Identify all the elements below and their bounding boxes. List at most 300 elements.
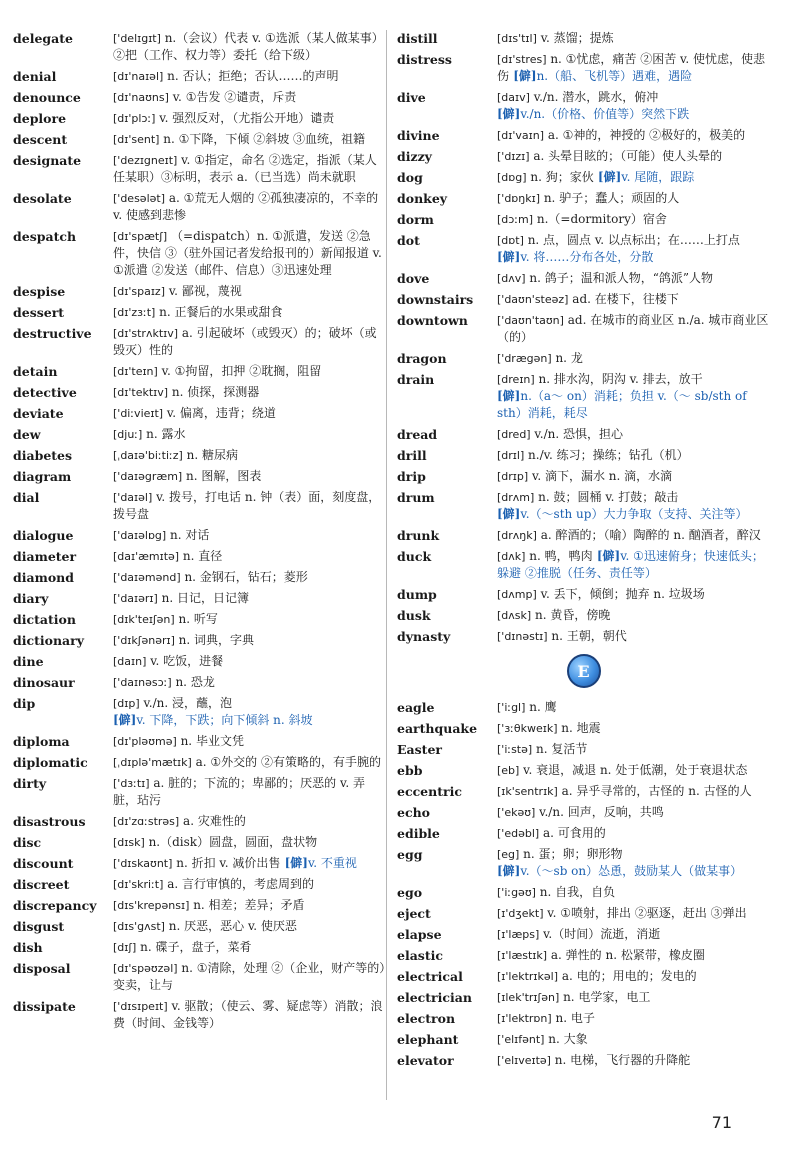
definition: n. 金钢石，钻石；菱形 — [180, 570, 308, 584]
entry-body — [113, 190, 386, 224]
dictionary-entry — [13, 405, 386, 422]
dictionary-entry — [397, 825, 770, 842]
dictionary-entry — [13, 489, 386, 523]
phonetic: [dɪʃ] — [113, 941, 137, 954]
definition: n. 否认；拒绝；否认……的声明 — [163, 69, 339, 83]
phonetic: [eb] — [497, 764, 520, 777]
dictionary-entry — [13, 110, 386, 127]
entry-body — [113, 489, 386, 523]
entry-body — [113, 228, 386, 279]
definition: v. 鄙视，蔑视 — [165, 284, 242, 298]
entry-body — [113, 384, 386, 401]
dictionary-entry — [13, 228, 386, 279]
phonetic: [ɪk'sentrɪk] — [497, 785, 558, 798]
headword: deviate — [13, 406, 64, 421]
definition: v. 强烈反对，（尤指公开地）谴责 — [155, 111, 335, 125]
dictionary-entry — [13, 918, 386, 935]
headword: diary — [13, 591, 49, 606]
extended-meaning — [594, 170, 695, 184]
definition: a. 电的；用电的；发电的 — [558, 969, 697, 983]
headword: Easter — [397, 742, 442, 757]
column-divider — [386, 30, 387, 1100]
entry-body — [497, 312, 770, 346]
phonetic: [dɪ'naʊns] — [113, 91, 169, 104]
definition: n. 日记，日记簿 — [157, 591, 249, 605]
phonetic: [dɪ'skriːt] — [113, 878, 164, 891]
phonetic: [ɪ'lektrɒn] — [497, 1012, 552, 1025]
section-letter-badge: E — [567, 654, 601, 688]
dictionary-entry — [397, 607, 770, 624]
entry-body — [497, 968, 770, 985]
dictionary-entry — [397, 548, 770, 582]
entry-body — [497, 468, 770, 485]
phonetic: ['iːgəʊ] — [497, 886, 536, 899]
phonetic: ['edəbl] — [497, 827, 540, 840]
dictionary-entry — [13, 876, 386, 893]
dictionary-entry — [397, 628, 770, 645]
headword: dial — [13, 490, 40, 505]
dictionary-entry — [397, 148, 770, 165]
definition: n. 鸽子；温和派人物，“鸽派”人物 — [525, 271, 714, 285]
headword: dog — [397, 170, 423, 185]
entry-body — [497, 148, 770, 165]
phonetic: [ɪ'dʒekt] — [497, 907, 544, 920]
dictionary-entry — [13, 89, 386, 106]
definition: v./n. 恐惧，担心 — [530, 427, 623, 441]
entry-body — [497, 989, 770, 1006]
dictionary-entry — [13, 447, 386, 464]
right-column — [397, 30, 770, 1073]
headword: downstairs — [397, 292, 474, 307]
hint-tag: [僻] — [509, 69, 537, 83]
phonetic: ['dɪkʃənərɪ] — [113, 634, 175, 647]
dictionary-entry — [397, 89, 770, 123]
definition: v. 丢下，倾倒；抛弃 n. 垃圾场 — [536, 587, 705, 601]
extended-meaning — [509, 69, 692, 83]
phonetic: [dɪ'pləʊmə] — [113, 735, 177, 748]
extended-meaning — [280, 856, 357, 870]
phonetic: ['delɪgɪt] — [113, 32, 161, 45]
headword: drip — [397, 469, 426, 484]
dictionary-entry — [397, 312, 770, 346]
phonetic: ['daɪərɪ] — [113, 592, 158, 605]
headword: dinosaur — [13, 675, 75, 690]
phonetic: [dɒt] — [497, 234, 524, 247]
entry-body — [497, 489, 770, 523]
entry-body — [113, 674, 386, 691]
dictionary-entry — [397, 1031, 770, 1048]
hint-text: v. 将……分布各处，分散 — [520, 250, 654, 264]
definition: n. 碟子，盘子，菜肴 — [136, 940, 252, 954]
phonetic: [dɪs'tɪl] — [497, 32, 537, 45]
entry-body — [113, 110, 386, 127]
dictionary-entry — [397, 1010, 770, 1027]
entry-body — [497, 127, 770, 144]
phonetic: ['diːvieɪt] — [113, 407, 164, 420]
definition: a. 异乎寻常的，古怪的 n. 古怪的人 — [557, 784, 752, 798]
phonetic: [dʌv] — [497, 272, 526, 285]
entry-body — [497, 527, 770, 544]
headword: elevator — [397, 1053, 454, 1068]
dictionary-entry — [397, 905, 770, 922]
headword: diamond — [13, 570, 74, 585]
definition: n. 电梯，飞行器的升降舵 — [550, 1053, 691, 1067]
entry-body — [497, 699, 770, 716]
dictionary-entry — [13, 569, 386, 586]
entry-body — [113, 653, 386, 670]
phonetic: [dɪ'vaɪn] — [497, 129, 544, 142]
entry-body — [113, 813, 386, 830]
dictionary-entry — [13, 960, 386, 994]
entry-body — [113, 876, 386, 893]
entry-body — [497, 607, 770, 624]
definition: n. 蛋；卵；卵形物 — [519, 847, 623, 861]
section-e-header — [397, 649, 770, 693]
hint-tag: [僻] — [593, 170, 622, 184]
definition: n. ①下降，下倾 ②斜坡 ③血统，祖籍 — [159, 132, 366, 146]
dictionary-entry — [397, 291, 770, 308]
phonetic: [dɪ'stres] — [497, 53, 547, 66]
definition: n. 点，圆点 v. 以点标出；在……上打点 — [523, 233, 740, 247]
phonetic: [dɪp] — [113, 697, 140, 710]
entry-body — [497, 371, 770, 422]
dictionary-entry — [397, 426, 770, 443]
entry-body — [497, 720, 770, 737]
headword: disc — [13, 835, 42, 850]
headword: ego — [397, 885, 423, 900]
phonetic: [dɪ'teɪn] — [113, 365, 158, 378]
headword: earthquake — [397, 721, 478, 736]
entry-body — [113, 918, 386, 935]
headword: dusk — [397, 608, 431, 623]
hint-tag: [僻] — [497, 107, 521, 121]
dictionary-entry — [13, 68, 386, 85]
phonetic: [dɪ'strʌktɪv] — [113, 327, 179, 340]
dictionary-entry — [397, 211, 770, 228]
entry-body — [497, 947, 770, 964]
dictionary-entry — [13, 653, 386, 670]
extended-meaning — [497, 106, 770, 123]
dictionary-entry — [13, 834, 386, 851]
entry-body — [497, 30, 770, 47]
dictionary-entry — [13, 131, 386, 148]
headword: dew — [13, 427, 41, 442]
headword: echo — [397, 805, 430, 820]
dictionary-entry — [13, 998, 386, 1032]
hint-tag: [僻] — [497, 507, 521, 521]
definition: n.（会议）代表 v. ①选派（某人做某事）②把（工作、权力等）委托（给下级） — [113, 31, 384, 62]
dictionary-entry — [397, 699, 770, 716]
phonetic: [drʌm] — [497, 491, 535, 504]
definition: v. ①拘留，扣押 ②耽搁，阻留 — [157, 364, 322, 378]
headword: dread — [397, 427, 438, 442]
entry-body — [497, 548, 770, 582]
headword: eccentric — [397, 784, 462, 799]
phonetic: [dreɪn] — [497, 373, 535, 386]
headword: destructive — [13, 326, 92, 341]
definition: n. 毕业文凭 — [176, 734, 244, 748]
definition: v. 衰退，减退 n. 处于低潮，处于衰退状态 — [519, 763, 748, 777]
headword: edible — [397, 826, 440, 841]
headword: dessert — [13, 305, 65, 320]
entry-body — [113, 468, 386, 485]
entry-body — [497, 905, 770, 922]
phonetic: ['ekəʊ] — [497, 806, 536, 819]
phonetic: ['iːgl] — [497, 701, 526, 714]
headword: elapse — [397, 927, 442, 942]
definition: v. 拨号，打电话 n. 钟（表）面，刻度盘，拨号盘 — [113, 490, 381, 521]
entry-body — [497, 232, 770, 266]
headword: downtown — [397, 313, 468, 328]
definition: v. 吃饭，进餐 — [146, 654, 224, 668]
phonetic: ['elɪfənt] — [497, 1033, 545, 1046]
phonetic: [daɪn] — [113, 655, 147, 668]
dictionary-entry — [13, 590, 386, 607]
entry-body — [497, 447, 770, 464]
dictionary-entry — [397, 447, 770, 464]
dictionary-entry — [13, 325, 386, 359]
left-column — [13, 30, 386, 1036]
definition: a. ①外交的 ②有策略的，有手腕的 — [191, 755, 381, 769]
definition: n. ①忧虑，痛苦 ②困苦 v. 使忧虑，使悲伤 — [497, 52, 766, 83]
dictionary-entry — [397, 190, 770, 207]
phonetic: [daɪv] — [497, 91, 530, 104]
entry-body — [497, 190, 770, 207]
hint-text: n.（船、飞机等）遇难，遇险 — [536, 69, 693, 83]
hint-text: v. 尾随，跟踪 — [621, 170, 695, 184]
entry-body — [113, 939, 386, 956]
headword: designate — [13, 153, 82, 168]
phonetic: [ˌdaɪə'biːtiːz] — [113, 449, 183, 462]
entry-body — [497, 926, 770, 943]
hint-tag: [僻] — [113, 713, 137, 727]
headword: despise — [13, 284, 66, 299]
headword: discount — [13, 856, 74, 871]
phonetic: [dɪ'tektɪv] — [113, 386, 169, 399]
entry-body — [113, 897, 386, 914]
phonetic: [dɪk'teɪʃən] — [113, 613, 175, 626]
definition: n. 黄昏，傍晚 — [531, 608, 611, 622]
entry-body — [113, 405, 386, 422]
dictionary-entry — [13, 548, 386, 565]
dictionary-entry — [13, 190, 386, 224]
definition: ad. 在楼下，往楼下 — [568, 292, 679, 306]
definition: a. 可食用的 — [539, 826, 606, 840]
dictionary-entry — [397, 968, 770, 985]
phonetic: ['desələt] — [113, 192, 165, 205]
entry-body — [113, 304, 386, 321]
definition: v./n. 回声，反响，共鸣 — [535, 805, 664, 819]
definition: n. 狗；家伙 — [526, 170, 594, 184]
dictionary-entry — [397, 846, 770, 880]
definition: n. 侦探，探测器 — [168, 385, 260, 399]
phonetic: [dɪs'gʌst] — [113, 920, 165, 933]
entry-body — [497, 169, 770, 186]
entry-body — [497, 426, 770, 443]
definition: n. 正餐后的水果或甜食 — [155, 305, 283, 319]
headword: dove — [397, 271, 430, 286]
entry-body — [497, 628, 770, 645]
phonetic: [dɪ'naɪəl] — [113, 70, 164, 83]
entry-body — [497, 1052, 770, 1069]
definition: v. ①告发 ②谴责，斥责 — [168, 90, 297, 104]
entry-body — [113, 447, 386, 464]
headword: desolate — [13, 191, 72, 206]
definition: a. 灾难性的 — [179, 814, 246, 828]
headword: dip — [13, 696, 36, 711]
definition: n. 复活节 — [532, 742, 588, 756]
definition: a. 弹性的 n. 松紧带，橡皮圈 — [547, 948, 705, 962]
dictionary-entry — [13, 426, 386, 443]
headword: diploma — [13, 734, 70, 749]
phonetic: ['elɪveɪtə] — [497, 1054, 551, 1067]
entry-body — [113, 695, 386, 729]
entry-body — [497, 846, 770, 880]
dictionary-entry — [13, 733, 386, 750]
headword: descent — [13, 132, 68, 147]
headword: diabetes — [13, 448, 73, 463]
dictionary-entry — [13, 304, 386, 321]
phonetic: ['dɒŋkɪ] — [497, 192, 541, 205]
headword: duck — [397, 549, 432, 564]
extended-meaning — [497, 863, 770, 880]
dictionary-entry — [397, 527, 770, 544]
headword: elephant — [397, 1032, 459, 1047]
dictionary-entry — [397, 804, 770, 821]
phonetic: ['dɜːtɪ] — [113, 777, 150, 790]
definition: v./n. 潜水，跳水，俯冲 — [529, 90, 659, 104]
headword: diplomatic — [13, 755, 88, 770]
extended-meaning — [497, 388, 770, 422]
entry-body — [113, 611, 386, 628]
headword: dirty — [13, 776, 47, 791]
definition: n. 大象 — [544, 1032, 588, 1046]
phonetic: ['ɜːθkweɪk] — [497, 722, 558, 735]
dictionary-entry — [13, 611, 386, 628]
phonetic: [drɪl] — [497, 449, 525, 462]
phonetic: [dɪs'krepənsɪ] — [113, 899, 190, 912]
headword: dizzy — [397, 149, 432, 164]
headword: denial — [13, 69, 57, 84]
definition: n. 对话 — [166, 528, 210, 542]
headword: dot — [397, 233, 420, 248]
entry-body — [497, 825, 770, 842]
definition: a. 引起破坏（或毁灭）的；破坏（或毁灭）性的 — [113, 326, 377, 357]
entry-body — [113, 30, 386, 64]
entry-body — [497, 741, 770, 758]
headword: disgust — [13, 919, 65, 934]
headword: delegate — [13, 31, 73, 46]
phonetic: [dʌk] — [497, 550, 526, 563]
phonetic: [dɒg] — [497, 171, 527, 184]
headword: drunk — [397, 528, 440, 543]
hint-text: v. 不重视 — [307, 856, 357, 870]
headword: dialogue — [13, 528, 74, 543]
definition: a. 醉酒的；（喻）陶醉的 n. 酗酒者，醉汉 — [536, 528, 761, 542]
definition: n. 词典，字典 — [174, 633, 255, 647]
phonetic: ['daʊn'steəz] — [497, 293, 569, 306]
definition: n. 直径 — [179, 549, 223, 563]
hint-text: v. ①迅速俯身；快速低头；躲避 ②推脱（任务、责任等） — [497, 549, 764, 580]
entry-body — [497, 762, 770, 779]
dictionary-entry — [397, 762, 770, 779]
phonetic: [drɪp] — [497, 470, 529, 483]
hint-text: n.（a～ on）消耗；负担 v.（～ sb/sth of sth）消耗，耗尽 — [497, 389, 747, 420]
headword: dish — [13, 940, 43, 955]
phonetic: ['daɪəlɒg] — [113, 529, 167, 542]
dictionary-entry — [397, 741, 770, 758]
headword: electron — [397, 1011, 456, 1026]
dictionary-entry — [397, 232, 770, 266]
headword: dorm — [397, 212, 434, 227]
hint-text: v. 下降，下跌；向下倾斜 n. 斜坡 — [136, 713, 313, 727]
definition: n. 驴子；蠢人；顽固的人 — [540, 191, 680, 205]
dictionary-entry — [13, 527, 386, 544]
definition: v./n. 浸，蘸，泡 — [139, 696, 233, 710]
definition: a. 脏的；下流的；卑鄙的；厌恶的 v. 弄脏，玷污 — [113, 776, 365, 807]
headword: eject — [397, 906, 431, 921]
headword: dictionary — [13, 633, 84, 648]
dictionary-entry — [397, 586, 770, 603]
dictionary-entry — [13, 775, 386, 809]
headword: ebb — [397, 763, 423, 778]
entry-body — [113, 590, 386, 607]
phonetic: [dɪ'zɑːstrəs] — [113, 815, 180, 828]
definition: n. ①清除，处理 ②（企业，财产等的）变卖，让与 — [113, 961, 386, 992]
extended-meaning — [113, 712, 386, 729]
definition: v. ①喷射，排出 ②驱逐，赶出 ③弹出 — [543, 906, 747, 920]
phonetic: [ˌdɪplə'mætɪk] — [113, 756, 192, 769]
entry-body — [113, 548, 386, 565]
definition: v. 偏离，违背；绕道 — [163, 406, 276, 420]
headword: discreet — [13, 877, 70, 892]
entry-body — [497, 291, 770, 308]
definition: n. 龙 — [551, 351, 583, 365]
entry-body — [497, 51, 770, 85]
hint-tag: [僻] — [497, 250, 521, 264]
dictionary-entry — [13, 695, 386, 729]
phonetic: [eg] — [497, 848, 520, 861]
dictionary-entry — [397, 371, 770, 422]
dictionary-entry — [397, 127, 770, 144]
dictionary-entry — [397, 468, 770, 485]
headword: disposal — [13, 961, 71, 976]
phonetic: ['daɪəl] — [113, 491, 153, 504]
headword: detective — [13, 385, 77, 400]
section-d-continued — [397, 30, 770, 645]
headword: diagram — [13, 469, 72, 484]
headword: divine — [397, 128, 440, 143]
entry-body — [113, 632, 386, 649]
headword: disastrous — [13, 814, 86, 829]
hint-text: v.（～sb on）怂恿，鼓励某人（做某事） — [520, 864, 743, 878]
dictionary-entry — [397, 720, 770, 737]
definition: v. ①指定，命名 ②选定，指派（某人任某职）③标明，表示 a.（已当选）尚未就职 — [113, 153, 377, 184]
definition: n.（disk）圆盘，圆面，盘状物 — [144, 835, 318, 849]
phonetic: ['drægən] — [497, 352, 552, 365]
definition: v. 蒸馏；提炼 — [536, 31, 614, 45]
entry-body — [497, 350, 770, 367]
dictionary-entry — [13, 468, 386, 485]
entry-body — [497, 211, 770, 228]
dictionary-entry — [13, 30, 386, 64]
entry-body — [113, 363, 386, 380]
dictionary-entry — [397, 989, 770, 1006]
entry-body — [497, 89, 770, 123]
dictionary-entry — [13, 754, 386, 771]
headword: discrepancy — [13, 898, 97, 913]
dictionary-entry — [397, 169, 770, 186]
